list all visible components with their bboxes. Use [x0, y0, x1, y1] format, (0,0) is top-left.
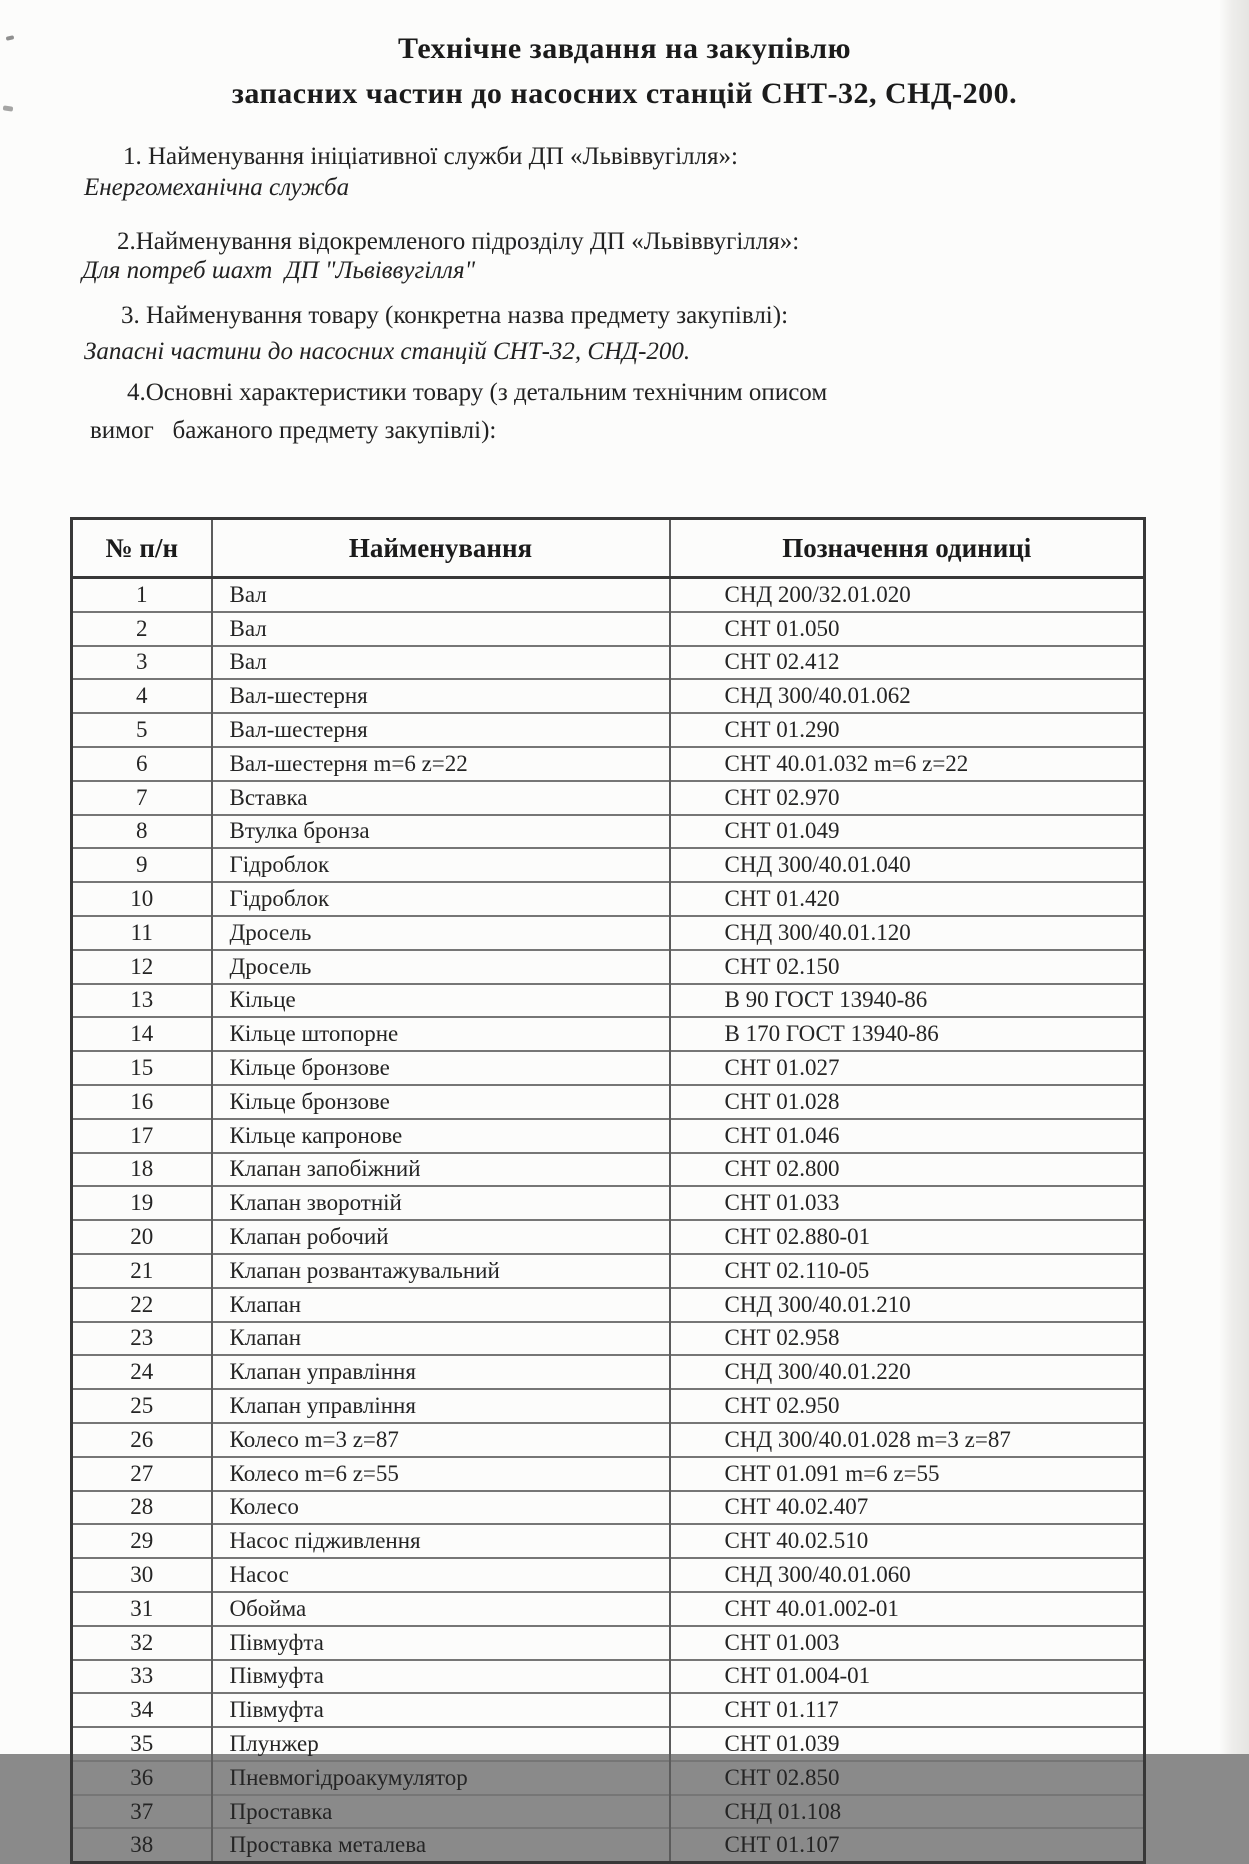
cell-item-name: Колесо m=3 z=87 — [212, 1423, 670, 1457]
table-row — [72, 646, 1145, 680]
table-row — [72, 1288, 1145, 1322]
cell-row-number: 29 — [72, 1524, 212, 1558]
cell-item-name: Кільце штопорне — [212, 1017, 670, 1051]
cell-row-number: 13 — [72, 984, 212, 1018]
cell-row-number: 35 — [72, 1727, 212, 1761]
cell-row-number: 34 — [72, 1693, 212, 1727]
cell-designation: СНТ 02.150 — [670, 950, 1145, 984]
table-row — [72, 1761, 1145, 1795]
cell-designation: СНТ 40.02.510 — [670, 1524, 1145, 1558]
table-row — [72, 984, 1145, 1018]
cell-row-number: 18 — [72, 1153, 212, 1187]
cell-row-number: 30 — [72, 1558, 212, 1592]
cell-designation: СНД 300/40.01.220 — [670, 1355, 1145, 1389]
cell-row-number: 36 — [72, 1761, 212, 1795]
cell-row-number: 9 — [72, 848, 212, 882]
table-row — [72, 1795, 1145, 1829]
cell-designation: СНТ 01.046 — [670, 1119, 1145, 1153]
cell-designation: СНД 300/40.01.028 m=3 z=87 — [670, 1423, 1145, 1457]
cell-item-name: Клапан зворотній — [212, 1186, 670, 1220]
cell-designation: СНД 300/40.01.060 — [670, 1558, 1145, 1592]
cell-row-number: 2 — [72, 612, 212, 646]
col-header-number: № п/н — [72, 519, 212, 578]
cell-designation: СНТ 02.850 — [670, 1761, 1145, 1795]
cell-item-name: Вал-шестерня m=6 z=22 — [212, 747, 670, 781]
cell-designation: СНТ 02.970 — [670, 781, 1145, 815]
cell-row-number: 20 — [72, 1220, 212, 1254]
cell-row-number: 28 — [72, 1491, 212, 1525]
cell-row-number: 16 — [72, 1085, 212, 1119]
table-row — [72, 916, 1145, 950]
cell-row-number: 37 — [72, 1795, 212, 1829]
title-line-2: запасних частин до насосних станцій СНТ-32, СНД-200. — [231, 77, 1018, 110]
table-row — [72, 781, 1145, 815]
table-row — [72, 1828, 1145, 1862]
cell-designation: СНТ 01.290 — [670, 713, 1145, 747]
cell-item-name: Вал — [212, 578, 670, 612]
table-row — [72, 1693, 1145, 1727]
cell-row-number: 38 — [72, 1828, 212, 1862]
cell-row-number: 3 — [72, 646, 212, 680]
cell-row-number: 15 — [72, 1051, 212, 1085]
table-row — [72, 713, 1145, 747]
cell-designation: В 170 ГОСТ 13940-86 — [670, 1017, 1145, 1051]
col-header-name: Найменування — [212, 519, 670, 578]
cell-item-name: Втулка бронза — [212, 815, 670, 849]
document-title — [0, 26, 1249, 116]
table-row — [72, 1524, 1145, 1558]
table-row — [72, 1220, 1145, 1254]
cell-row-number: 17 — [72, 1119, 212, 1153]
cell-designation: СНД 300/40.01.120 — [670, 916, 1145, 950]
section-3-heading: 3. Найменування товару (конкретна назва предмету закупівлі): — [121, 302, 789, 329]
cell-item-name: Кільце капронове — [212, 1119, 670, 1153]
spare-parts-table — [70, 517, 1146, 1864]
section-1-value: Енергомеханічна служба — [84, 174, 350, 201]
section-4-heading-line-1: 4.Основні характеристики товару (з детальним технічним описом — [127, 379, 828, 406]
table-row — [72, 1153, 1145, 1187]
table-row — [72, 815, 1145, 849]
cell-item-name: Насос підживлення — [212, 1524, 670, 1558]
cell-designation: В 90 ГОСТ 13940-86 — [670, 984, 1145, 1018]
cell-designation: СНД 300/40.01.210 — [670, 1288, 1145, 1322]
table-row — [72, 882, 1145, 916]
table-row — [72, 1660, 1145, 1694]
table-row — [72, 950, 1145, 984]
table-row — [72, 747, 1145, 781]
table-row — [72, 1051, 1145, 1085]
cell-item-name: Проставка металева — [212, 1828, 670, 1862]
cell-designation: СНД 300/40.01.040 — [670, 848, 1145, 882]
cell-item-name: Клапан управління — [212, 1389, 670, 1423]
cell-row-number: 8 — [72, 815, 212, 849]
cell-row-number: 12 — [72, 950, 212, 984]
cell-designation: СНТ 01.003 — [670, 1626, 1145, 1660]
table-row — [72, 848, 1145, 882]
cell-designation: СНТ 01.027 — [670, 1051, 1145, 1085]
cell-item-name: Півмуфта — [212, 1626, 670, 1660]
table-row — [72, 1592, 1145, 1626]
cell-row-number: 22 — [72, 1288, 212, 1322]
cell-item-name: Кільце бронзове — [212, 1085, 670, 1119]
cell-designation: СНТ 02.880-01 — [670, 1220, 1145, 1254]
table-row — [72, 1322, 1145, 1356]
cell-row-number: 14 — [72, 1017, 212, 1051]
table-row — [72, 1085, 1145, 1119]
cell-item-name: Плунжер — [212, 1727, 670, 1761]
cell-row-number: 25 — [72, 1389, 212, 1423]
cell-row-number: 11 — [72, 916, 212, 950]
section-1-heading: 1. Найменування ініціативної служби ДП «Львіввугілля»: — [123, 143, 738, 170]
cell-item-name: Обойма — [212, 1592, 670, 1626]
cell-designation: СНТ 01.004-01 — [670, 1660, 1145, 1694]
cell-item-name: Вал — [212, 612, 670, 646]
cell-row-number: 33 — [72, 1660, 212, 1694]
table-row — [72, 1727, 1145, 1761]
cell-designation: СНТ 02.110-05 — [670, 1254, 1145, 1288]
cell-row-number: 32 — [72, 1626, 212, 1660]
cell-row-number: 24 — [72, 1355, 212, 1389]
cell-item-name: Насос — [212, 1558, 670, 1592]
cell-designation: СНТ 01.033 — [670, 1186, 1145, 1220]
table-row — [72, 1457, 1145, 1491]
table-row — [72, 1186, 1145, 1220]
cell-designation: СНТ 01.039 — [670, 1727, 1145, 1761]
cell-item-name: Кільце бронзове — [212, 1051, 670, 1085]
cell-item-name: Півмуфта — [212, 1660, 670, 1694]
scan-edge-shadow — [1219, 0, 1249, 1754]
cell-item-name: Вал — [212, 646, 670, 680]
col-header-designation: Позначення одиниці — [670, 519, 1145, 578]
cell-row-number: 27 — [72, 1457, 212, 1491]
cell-row-number: 19 — [72, 1186, 212, 1220]
cell-item-name: Клапан запобіжний — [212, 1153, 670, 1187]
cell-row-number: 7 — [72, 781, 212, 815]
cell-designation: СНТ 40.01.032 m=6 z=22 — [670, 747, 1145, 781]
cell-designation: СНД 300/40.01.062 — [670, 679, 1145, 713]
cell-designation: СНТ 01.050 — [670, 612, 1145, 646]
cell-item-name: Клапан робочий — [212, 1220, 670, 1254]
cell-designation: СНД 200/32.01.020 — [670, 578, 1145, 612]
cell-designation: СНТ 01.049 — [670, 815, 1145, 849]
table-row — [72, 1491, 1145, 1525]
cell-row-number: 31 — [72, 1592, 212, 1626]
cell-item-name: Дросель — [212, 916, 670, 950]
cell-designation: СНТ 01.117 — [670, 1693, 1145, 1727]
cell-item-name: Клапан розвантажувальний — [212, 1254, 670, 1288]
table-header-row — [72, 519, 1145, 578]
cell-item-name: Гідроблок — [212, 882, 670, 916]
cell-designation: СНД 01.108 — [670, 1795, 1145, 1829]
cell-designation: СНТ 02.958 — [670, 1322, 1145, 1356]
cell-row-number: 5 — [72, 713, 212, 747]
cell-row-number: 23 — [72, 1322, 212, 1356]
cell-item-name: Проставка — [212, 1795, 670, 1829]
cell-designation: СНТ 02.800 — [670, 1153, 1145, 1187]
table-row — [72, 1423, 1145, 1457]
cell-item-name: Гідроблок — [212, 848, 670, 882]
table-row — [72, 612, 1145, 646]
table-row — [72, 1254, 1145, 1288]
section-2-heading: 2.Найменування відокремленого підрозділу ДП «Львіввугілля»: — [117, 228, 800, 255]
table-row — [72, 1355, 1145, 1389]
section-2-value: Для потреб шахт ДП "Львіввугілля" — [82, 257, 476, 284]
table-row — [72, 679, 1145, 713]
cell-item-name: Колесо m=6 z=55 — [212, 1457, 670, 1491]
title-line-1: Технічне завдання на закупівлю — [397, 32, 852, 65]
cell-item-name: Клапан — [212, 1288, 670, 1322]
cell-item-name: Вал-шестерня — [212, 713, 670, 747]
table-row — [72, 1017, 1145, 1051]
cell-row-number: 21 — [72, 1254, 212, 1288]
cell-designation: СНТ 01.107 — [670, 1828, 1145, 1862]
cell-item-name: Вставка — [212, 781, 670, 815]
cell-row-number: 1 — [72, 578, 212, 612]
table-row — [72, 578, 1145, 612]
table-row — [72, 1389, 1145, 1423]
cell-item-name: Вал-шестерня — [212, 679, 670, 713]
cell-row-number: 6 — [72, 747, 212, 781]
cell-designation: СНТ 02.412 — [670, 646, 1145, 680]
cell-designation: СНТ 40.01.002-01 — [670, 1592, 1145, 1626]
cell-item-name: Півмуфта — [212, 1693, 670, 1727]
cell-item-name: Клапан — [212, 1322, 670, 1356]
cell-item-name: Кільце — [212, 984, 670, 1018]
cell-designation: СНТ 01.420 — [670, 882, 1145, 916]
section-3-value: Запасні частини до насосних станцій СНТ-32, СНД-200. — [84, 338, 691, 365]
cell-designation: СНТ 40.02.407 — [670, 1491, 1145, 1525]
cell-designation: СНТ 01.091 m=6 z=55 — [670, 1457, 1145, 1491]
cell-row-number: 4 — [72, 679, 212, 713]
table-row — [72, 1119, 1145, 1153]
cell-row-number: 10 — [72, 882, 212, 916]
cell-item-name: Дросель — [212, 950, 670, 984]
cell-item-name: Колесо — [212, 1491, 670, 1525]
section-4-heading-line-2: вимог бажаного предмету закупівлі): — [90, 417, 497, 444]
cell-designation: СНТ 01.028 — [670, 1085, 1145, 1119]
table-row — [72, 1626, 1145, 1660]
cell-item-name: Клапан управління — [212, 1355, 670, 1389]
cell-item-name: Пневмогідроакумулятор — [212, 1761, 670, 1795]
table-row — [72, 1558, 1145, 1592]
cell-designation: СНТ 02.950 — [670, 1389, 1145, 1423]
cell-row-number: 26 — [72, 1423, 212, 1457]
